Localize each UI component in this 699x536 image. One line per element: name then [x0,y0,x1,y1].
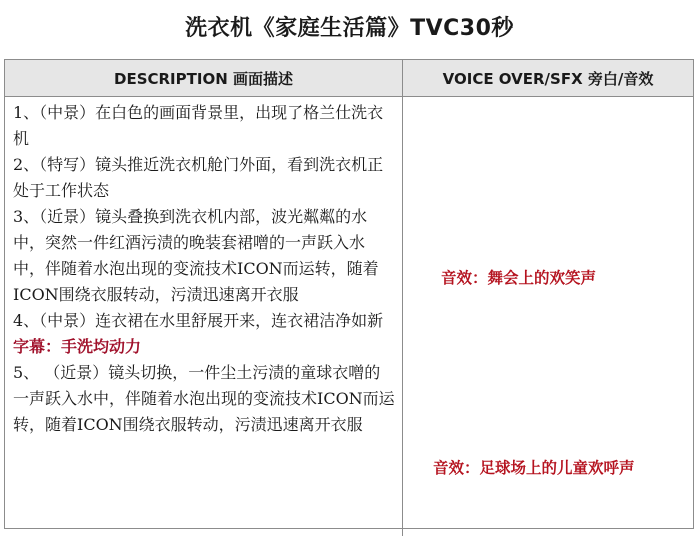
shot-2-text: 2、（特写）镜头推近洗衣机舱门外面，看到洗衣机正处于工作状态 [13,155,384,200]
description-cell [13,100,395,438]
shot-5-text: 5、 （近景）镜头切换，一件尘土污渍的童球衣噌的一声跃入水中，伴随着水泡出现的变流技术ICON而运转，随着ICON围绕衣服转动，污渍迅速离开衣服 [13,363,395,434]
sfx-ball-laughter: 音效：舞会上的欢笑声 [441,269,597,287]
description-column-header: DESCRIPTION 画面描述 [5,60,403,97]
shot-4-text: 4、（中景）连衣裙在水里舒展开来，连衣裙洁净如新 [13,311,384,330]
document-title: 洗衣机《家庭生活篇》TVC30秒 [185,16,514,41]
shot-3-text: 3、（近景）镜头叠换到洗衣机内部，波光粼粼的水中，突然一件红酒污渍的晚装套裙噌的一声跃入水中，伴随着水泡出现的变流技术ICON而运转，随着ICON围绕衣服转动，污渍迅速离开衣服 [13,207,379,304]
column-divider [402,96,403,536]
shot-1-text: 1、（中景）在白色的画面背景里，出现了格兰仕洗衣机 [13,103,384,148]
sfx-football-cheers: 音效：足球场上的儿童欢呼声 [433,459,635,477]
caption-text: 字幕：手洗均动力 [13,337,142,356]
voice-over-column-header: VOICE OVER/SFX 旁白/音效 [403,60,693,97]
